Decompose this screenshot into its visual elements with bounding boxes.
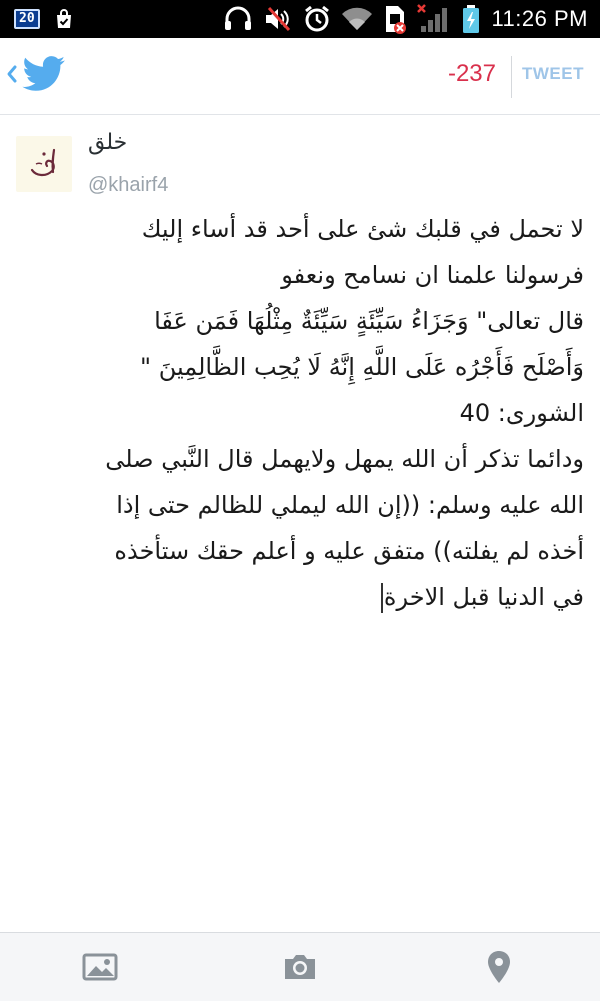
photo-icon bbox=[82, 952, 118, 982]
tweet-text-area[interactable] bbox=[18, 206, 584, 620]
add-photo-button[interactable] bbox=[78, 945, 122, 989]
wifi-icon bbox=[341, 6, 373, 32]
text-cursor bbox=[381, 583, 383, 613]
sim-error-icon bbox=[383, 4, 407, 34]
headphones-icon bbox=[223, 6, 253, 32]
author-display-name: خلق bbox=[88, 130, 128, 155]
news-badge-icon: 20 bbox=[14, 9, 40, 29]
character-counter: -237 bbox=[447, 60, 496, 87]
no-signal-icon bbox=[417, 4, 451, 34]
twitter-bird-icon bbox=[22, 56, 66, 92]
calligraphy-logo-icon bbox=[16, 136, 72, 192]
chevron-left-icon bbox=[6, 64, 18, 84]
back-button[interactable] bbox=[6, 56, 66, 92]
avatar bbox=[16, 136, 72, 192]
compose-header bbox=[0, 38, 600, 115]
status-bar-right bbox=[223, 0, 588, 38]
alarm-icon bbox=[303, 5, 331, 33]
tweet-text: لا تحمل في قلبك شئ على أحد قد أساء إليك فرسولنا علمنا ان نسامح ونعفو قال تعالى" وَجَزَاءُ سَيِّئَةٍ سَيِّئَةٌ مِثْلُهَا فَمَن عَفَا وَأَصْلَح فَأَجْرُه عَلَى اللَّهِ إِنَّهُ لَا يُحِب الظَّالِمِينَ " الشورى: 40 ودائما تذكر أن الله يمهل ولايهمل قال النَّبي صلى الله عليه وسلم: ((إن الله ليملي للظالم حتى إذا أخذه لم يفلته)) متفق عليه و أعلم حقك ستأخذه في الدنيا قبل الاخرة bbox=[105, 215, 584, 611]
header-divider bbox=[511, 56, 512, 98]
tweet-button[interactable]: TWEET bbox=[522, 64, 584, 83]
author-username: @khairf4 bbox=[88, 174, 169, 196]
status-time: 11:26 PM bbox=[491, 6, 588, 31]
location-pin-icon bbox=[486, 950, 512, 984]
camera-icon bbox=[281, 952, 319, 982]
battery-charging-icon bbox=[461, 4, 481, 34]
add-location-button[interactable] bbox=[477, 945, 521, 989]
status-bar-left bbox=[14, 0, 76, 38]
bottom-toolbar bbox=[0, 932, 600, 1001]
shopping-bag-icon bbox=[52, 7, 76, 31]
camera-button[interactable] bbox=[278, 945, 322, 989]
status-bar bbox=[0, 0, 600, 38]
muted-speaker-icon bbox=[263, 6, 293, 32]
